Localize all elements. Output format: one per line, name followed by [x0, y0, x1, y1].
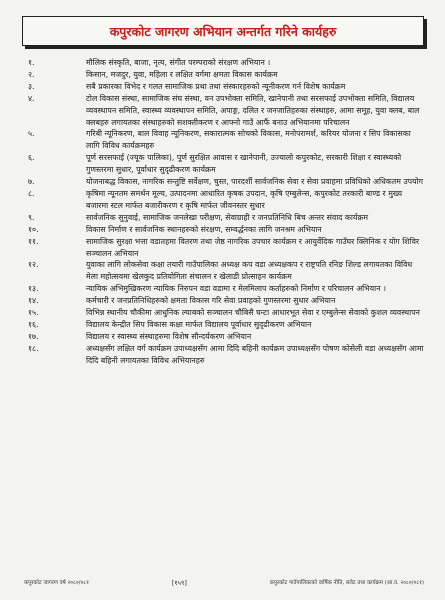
- item-text: गरिबी न्यूनिकरण, बाल विवाह न्यूनिकरण, सकारात्मक सोचको विकास, मनोपरामर्श, करियर योजना र सिप विकासका लागि विविध कार्यक्रमहरु: [86, 129, 411, 151]
- list-item: [28, 152, 426, 176]
- item-text: सबै प्रकारका विभेद र गलत सामाजिक प्रथा तथा संस्कारहरुको न्यूनीकरण गर्न विशेष कार्यक्रम: [86, 81, 346, 91]
- list-item: [28, 343, 426, 367]
- item-number: ११.: [28, 236, 39, 246]
- item-text: अध्यक्षसँग लक्षित वर्ग कार्यक्रम उपाध्यक्षसँग आमा दिदि बहिनी कार्यक्रम उपाध्यक्षसँग पोषण कोसेली वडा अध्यक्षसँग आमा दिदि बहिनी लगायतका विविध अभियानहरु: [86, 343, 424, 365]
- title-box: [22, 16, 424, 46]
- item-number: १२.: [28, 260, 39, 270]
- item-text: योजनाबद्ध विकास, नागरिक सन्तुष्टि सर्वेक्षण, चुस्त, पारदर्शी सार्वजनिक सेवा र सेवा प्रवाहमा प्रविधिको अधिकतम उपयोग: [86, 177, 424, 187]
- page-title: कपुरकोट जागरण अभियान अन्तर्गत गरिने कार्यहरु: [109, 23, 337, 39]
- item-text: सामाजिक सुरक्षा भत्ता वडातहमा वितरण तथा जेष्ठ नागरिक उपचार कार्यक्रम र आयुर्वेदिक गाउँघर क्लिनिक र योग शिविर सञ्चालन अभियान: [86, 236, 420, 258]
- list-item: [28, 331, 426, 343]
- item-number: ८.: [28, 188, 35, 198]
- list-item: [28, 224, 426, 236]
- list-item: [28, 176, 426, 188]
- footer-left: कपुरकोट जागरण वर्ष २०८०/०८१: [24, 580, 89, 586]
- item-text: विद्यालय केन्द्रीत सिप विकास कक्षा मार्फत विद्यालय पूर्वाधार सुदृढीकरण अभियान: [86, 319, 312, 329]
- item-number: ७.: [28, 177, 35, 187]
- footer-right: कपुरकोट गाउँपालिकाको वार्षिक नीति, बजेट तथा कार्यक्रम (आ.व. २०८०/०८१): [269, 580, 424, 586]
- item-number: २.: [28, 69, 35, 79]
- item-text: युवाका लागि लोकसेवा कक्षा तयारी गाउँपालिका अध्यक्ष कप वडा अध्यक्षकप र राष्ट्रपति रनिङ शिल्ड लगायतका विविध मेला महोत्सवमा खेलकुद प्रतियोगिता संचालन र खेलाडी प्रोत्साहन कार्यक्रम: [86, 260, 413, 282]
- list-item: [28, 93, 426, 129]
- item-text: किसान, मजदुर, युवा, महिला र लक्षित वर्गमा क्षमता विकास कार्यक्रम: [86, 69, 278, 79]
- item-text: विद्यालय र स्वास्थ्य संस्थाहरुमा विशेष सौन्दर्यकरण अभियान: [86, 331, 252, 341]
- item-text: मौलिक संस्कृति, बाजा, नृत्य, संगीत परम्पराको संरक्षण अभियान ।: [86, 58, 271, 67]
- list-item: [28, 69, 426, 81]
- item-number: ४.: [28, 93, 35, 103]
- item-number: ९.: [28, 212, 35, 222]
- list-item: [28, 188, 426, 212]
- item-text: न्यायिक अभिमुखिकरण न्यायिक निरुपन वडा वडामा र मेलमिलाप कर्ताहरुको निर्माण र परिचालन अभियान ।: [86, 284, 386, 294]
- list-item: [28, 259, 426, 283]
- item-number: १३.: [28, 284, 39, 294]
- item-text: विभिन्न स्थानीय चौकीमा आधुनिक ल्याबको सञ्चालन चौबिसै घन्टा आधारभूत सेवा र एम्बुलेन्स सेवाको कुशल व्यवस्थापन: [86, 308, 420, 318]
- item-number: ६.: [28, 153, 35, 163]
- page-number: [१५९]: [171, 578, 187, 587]
- item-number: १७.: [28, 331, 39, 341]
- list-item: [28, 236, 426, 260]
- list-item: [28, 81, 426, 93]
- list-item: [28, 319, 426, 331]
- list-item: [28, 212, 426, 224]
- item-number: १५.: [28, 308, 39, 318]
- list-item: [28, 128, 426, 152]
- item-text: कृषिमा न्यूनतम समर्थन मूल्य, उत्पादनमा आधारित कृषक उपदान, कृषि एम्बुलेन्स, कपुरकोट तरकारी बाण्ड र मुख्य बजारमा स्टल मार्फत बजारीकरण र कृषि मार्फत जीवनस्तर सुधार: [86, 188, 402, 210]
- list-item: [28, 283, 426, 295]
- item-text: सार्वजनिक सुनुवाई, सामाजिक जनलेखा परीक्षण, सेवाग्राही र जनप्रतिनिधि बिच अन्तर संवाद कार्यक्रम: [86, 212, 369, 222]
- item-text: पूर्ण सरसफाई (ज्यूक पालिका), पूर्ण सुरक्षित आवास र खानेपानी, उज्यालो कपुरकोट, सरकारी शिक्षा र स्वास्थ्यको गुणस्तरमा सुधार, पूर्वाधार सुदृढीकरण कार्यक्रम: [86, 153, 402, 175]
- item-text: कर्मचारी र जनप्रतिनिधिहरुको क्षमता विकास गरि सेवा प्रवाहको गुणस्तरमा सुधार अभियान: [86, 296, 336, 306]
- item-number: ३.: [28, 81, 35, 91]
- list-item: [28, 307, 426, 319]
- item-number: १६.: [28, 319, 39, 329]
- program-list: [28, 57, 426, 367]
- item-number: १४.: [28, 296, 39, 306]
- item-number: १८.: [28, 343, 39, 353]
- item-text: विकास निर्माण र सार्वजनिक स्थानहरुको संरक्षण, सम्वर्द्धनका लागि जनश्रम अभियान: [86, 224, 322, 234]
- list-item: [28, 295, 426, 307]
- page-footer: [24, 575, 424, 589]
- item-number: १०.: [28, 224, 39, 234]
- item-number: ५.: [28, 129, 35, 139]
- item-number: १.: [28, 58, 35, 67]
- list-item: [28, 57, 426, 69]
- item-text: टोल विकास संस्था, सामाजिक संघ संस्था, वन उपभोक्ता समिति, खानेपानी तथा सरसफाई उपभोक्ता समिति, विद्यालय व्यवस्थापन समिति, स्वास्थ्य व्यवस्थापन समिति, अपाङ्ग, दलित र जनजातिहरुका संस्थाहरु, आमा समूह, युवा क्लब, बाल क्लबहरु लगायतका संस्थाहरुको सशक्तीकरण र आफ्नो गाउँ आफैं बनाउ अभियानमा परिचालन: [86, 93, 420, 127]
